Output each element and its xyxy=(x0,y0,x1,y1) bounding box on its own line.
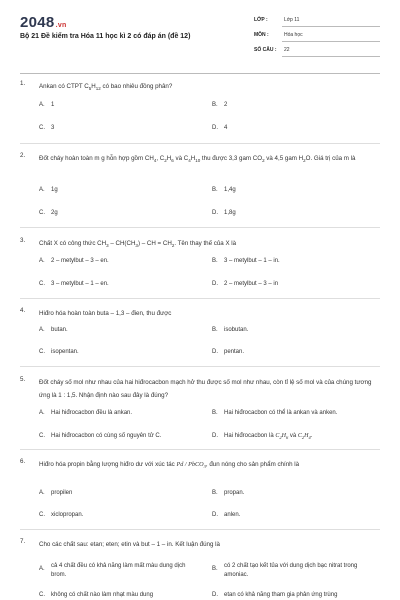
divider xyxy=(20,366,380,367)
divider xyxy=(20,227,380,228)
exam-page: 2048.vn Bộ 21 Đề kiểm tra Hóa 11 học kì 2 có đáp án (đề 12) LỚP : Lớp 11 MÔN : Hóa học SỐ CÂU : 22 1. Ankan có CTPT $C_5H_{12}$ có bao nhiêu đồng phân? A. 1 B. 2 C. 3 D. 4 2. Đốt cháy hoàn toàn m g hỗn hợp gồm $CH_4$, $C_2H_6$ và $C_4H_{10}$ thu được 3,3 gam $CO_2$ và 4,5 gam $H_2O$. Giá trị của m là A. 1g B. 1,4g C. 2g D. 1,8g 3. Chất X có công thức $CH_3 - CH(CH_3)$ – CH = $CH_2$. Tên thay thế của X là A. 2 – metylbut – 3 – en. B. 3 – metylbut – 1 – in. C. 3 – metylbut – 1 – en. D. 2 – metylbut – 3 – in 4. Hiđro hóa hoàn toàn buta – 1,3 – đien, thu được A. butan. B. isobutan. C. isopentan. D. pentan. 5. Đốt cháy số mol như nhau của hai hiđrocacbon mạch hở thu được số mol như nhau, còn tỉ lệ số mol và của chúng tương ứng là 1 : 1,5. Nhận định nào sau đây là đúng? A. Hai hiđrocacbon đều là ankan. B. Hai hiđrocacbon có thể là ankan và anken. C. Hai hiđrocacbon có cùng số nguyên tử C. D. Hai hiđrocacbon là $C_2H_6$ và $C_2H_4$. 6. Hiđro hóa propin bằng lượng hiđro dư với xúc tác Pd / PbCO$_3$, đun nóng cho sản phẩm chính là A. propilen B. propan. C. xiclopropan. D. anlen. 7. Cho các chất sau: etan; eten; etin và but – 1 – in. Kết luận đúng là A. cả 4 chất đều có khả năng làm mất màu dung dịch brom. B. có 2 chất tạo kết tủa với dung dịch bạc nitrat trong amoniac. C. không có chất nào làm nhạt màu dung D. etan có khả năng tham gia phản ứng trùng xyxy=(0,0,400,600)
question-text: Cho các chất sau: etan; eten; etin và but – 1 – in. Kết luận đúng là xyxy=(39,541,220,548)
site-logo[interactable]: 2048.vn xyxy=(20,14,67,31)
question-text: Đốt cháy hoàn toàn m g hỗn hợp gồm $CH_4$, $C_2H_6$ và $C_4H_{10}$ thu được 3,3 gam $CO_2$ và 4,5 gam $H_2O$. Giá trị của m là xyxy=(39,155,356,164)
divider xyxy=(20,449,380,450)
header-divider xyxy=(20,73,380,74)
divider xyxy=(20,298,380,299)
question-text: Chất X có công thức $CH_3 - CH(CH_3)$ – CH = $CH_2$. Tên thay thế của X là xyxy=(39,240,237,249)
question-text: Ankan có CTPT $C_5H_{12}$ có bao nhiêu đồng phân? xyxy=(39,83,173,92)
document-title: Bộ 21 Đề kiểm tra Hóa 11 học kì 2 có đáp án (đề 12) xyxy=(20,33,191,40)
divider xyxy=(20,143,380,144)
question-text: Hiđro hóa hoàn toàn buta – 1,3 – đien, thu được xyxy=(39,310,172,317)
question-text: Hiđro hóa propin bằng lượng hiđro dư với xúc tác Pd / PbCO$_3$, đun nóng cho sản phẩm chính là xyxy=(39,461,300,470)
document-header: 2048.vn Bộ 21 Đề kiểm tra Hóa 11 học kì 2 có đáp án (đề 12) LỚP : Lớp 11 MÔN : Hóa học SỐ CÂU : 22 xyxy=(0,0,400,62)
question-text: Đốt cháy số mol như nhau của hai hiđrocacbon mạch hở thu được số mol như nhau, còn tỉ lệ số mol và của chúng tương ứng là 1 : 1,5. Nhận định nào sau đây là đúng? xyxy=(39,379,372,399)
divider xyxy=(20,529,380,530)
